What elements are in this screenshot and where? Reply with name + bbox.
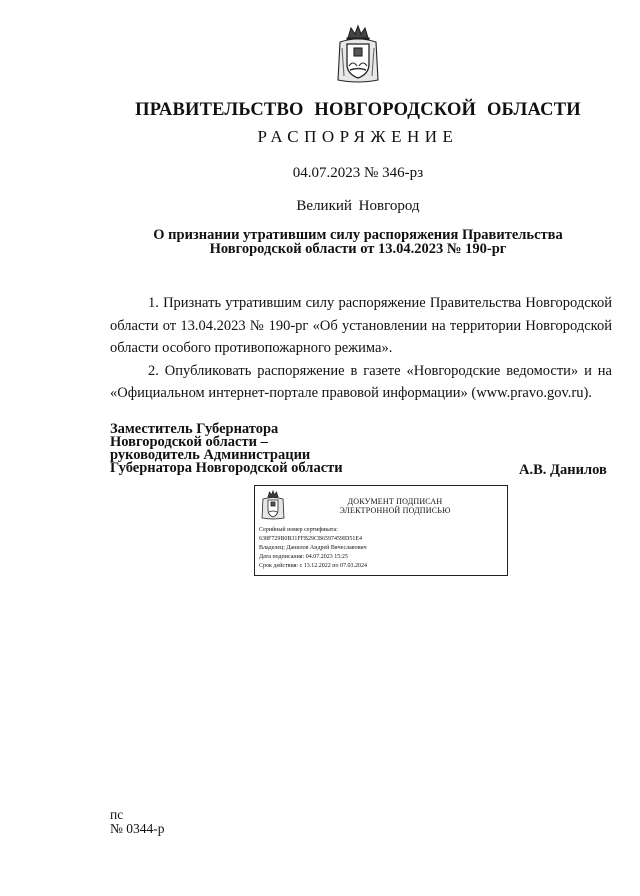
signer-title-line: Губернатора Новгородской области: [110, 460, 343, 476]
esig-cert-label: Серийный номер сертификата:: [259, 527, 338, 533]
esig-heading-line-1: ДОКУМЕНТ ПОДПИСАН: [347, 497, 443, 506]
esig-cert-number: 638F729B0B31FFB29CB6597459ID51E4: [259, 536, 363, 542]
document-subject: [130, 228, 586, 256]
esig-owner: Владелец: Данилов Андрей Вячеславович: [259, 545, 367, 551]
coat-of-arms-icon: [334, 24, 382, 84]
body-paragraph-2: 2. Опубликовать распоряжение в газете «Новгородские ведомости» и на «Официальном интернет-портале правовой информации» (www.pravo.gov.ru).: [110, 362, 612, 401]
esig-heading: [297, 497, 493, 515]
document-place: Великий Новгород: [296, 198, 420, 214]
footer-line-2: № 0344-р: [110, 821, 165, 836]
signer-title-line: Новгородской области –: [110, 434, 268, 450]
document-type: РАСПОРЯЖЕНИЕ: [257, 127, 459, 146]
signer-title-line: Заместитель Губернатора: [110, 421, 279, 437]
body-paragraph-1: 1. Признать утратившим силу распоряжение Правительства Новгородской области от 13.04.2023 № 190-рг «Об установлении на территории Новгородской области особого противопожарного режима».: [110, 295, 612, 356]
esig-validity: Срок действия: с 13.12.2022 по 07.03.2024: [259, 563, 367, 569]
footer-line-1: пс: [110, 807, 124, 822]
document-body: [110, 292, 612, 405]
footer-note: [110, 808, 165, 836]
signer-name: А.В. Данилов: [519, 462, 607, 478]
esig-heading-line-2: ЭЛЕКТРОННОЙ ПОДПИСЬЮ: [339, 506, 451, 515]
signer-title: [110, 423, 343, 475]
government-title: ПРАВИТЕЛЬСТВО НОВГОРОДСКОЙ ОБЛАСТИ: [135, 100, 581, 120]
signer-title-line: руководитель Администрации: [110, 447, 311, 463]
subject-line-2: Новгородской области от 13.04.2023 № 190-рг: [209, 241, 507, 257]
coat-of-arms-icon: [260, 490, 286, 520]
subject-line-1: О признании утратившим силу распоряжения Правительства: [153, 227, 563, 243]
document-date-number: 04.07.2023 № 346-рз: [292, 165, 424, 181]
electronic-signature-stamp: [254, 485, 508, 576]
esig-details: [259, 526, 367, 571]
esig-signed-date: Дата подписания: 04.07.2023 15:25: [259, 554, 348, 560]
